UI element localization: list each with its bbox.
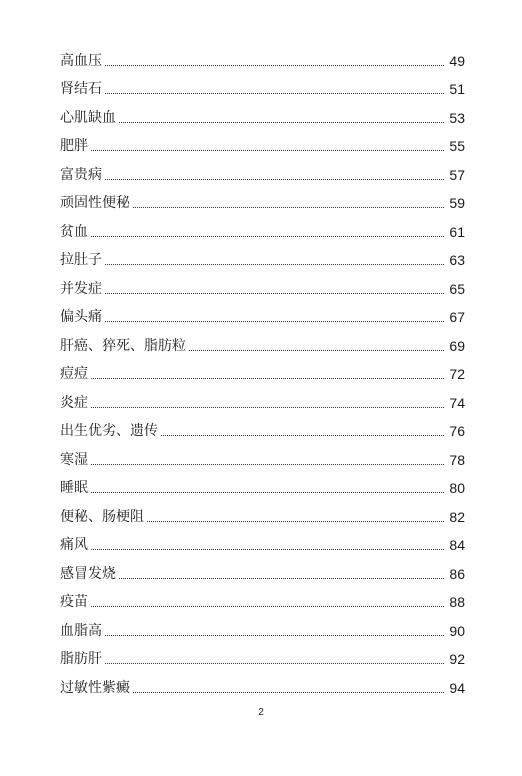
toc-entry-page: 78 xyxy=(449,451,465,468)
dot-leader xyxy=(105,293,444,294)
dot-leader xyxy=(105,93,444,94)
dot-leader xyxy=(105,635,444,636)
toc-entry-title: 高血压 xyxy=(60,52,102,69)
toc-entry[interactable] xyxy=(60,154,465,183)
toc-entry-title: 痛风 xyxy=(60,537,88,553)
dot-leader xyxy=(105,264,444,265)
toc-entry-page: 92 xyxy=(449,651,465,667)
toc-entry[interactable] xyxy=(60,354,465,383)
dot-leader xyxy=(105,179,444,180)
toc-entry-title: 并发症 xyxy=(60,280,102,297)
toc-entry-page: 63 xyxy=(449,252,465,268)
toc-entry-page: 86 xyxy=(449,565,465,582)
toc-entry-title: 拉肚子 xyxy=(60,252,102,268)
toc-entry[interactable] xyxy=(60,468,465,497)
dot-leader xyxy=(189,350,444,351)
toc-entry[interactable] xyxy=(60,382,465,411)
dot-leader xyxy=(119,578,444,579)
toc-entry-title: 心肌缺血 xyxy=(60,109,116,126)
toc-entry-page: 57 xyxy=(449,166,465,183)
toc-entry-title: 睡眠 xyxy=(60,480,88,496)
toc-entry[interactable] xyxy=(60,240,465,269)
toc-entry-page: 94 xyxy=(449,679,465,696)
toc-entry[interactable] xyxy=(60,97,465,126)
toc-entry-page: 88 xyxy=(449,594,465,610)
toc-entry-page: 55 xyxy=(449,138,465,154)
dot-leader xyxy=(91,492,444,493)
toc-entry[interactable] xyxy=(60,268,465,297)
toc-entry-title: 富贵病 xyxy=(60,166,102,183)
toc-entry-title: 脂肪肝 xyxy=(60,651,102,667)
toc-entry[interactable] xyxy=(60,610,465,639)
toc-entry-page: 65 xyxy=(449,280,465,297)
toc-entry[interactable] xyxy=(60,211,465,240)
toc-entry-page: 80 xyxy=(449,480,465,496)
table-of-contents xyxy=(60,40,465,696)
toc-entry[interactable] xyxy=(60,325,465,354)
toc-entry-page: 69 xyxy=(449,337,465,354)
toc-entry-title: 肝癌、猝死、脂肪粒 xyxy=(60,337,186,354)
toc-entry-page: 59 xyxy=(449,195,465,211)
toc-entry[interactable] xyxy=(60,439,465,468)
toc-entry-page: 84 xyxy=(449,537,465,553)
toc-entry-title: 过敏性紫癜 xyxy=(60,679,130,696)
toc-entry-page: 74 xyxy=(449,394,465,411)
dot-leader xyxy=(91,150,444,151)
toc-entry-page: 53 xyxy=(449,109,465,126)
dot-leader xyxy=(105,65,444,66)
toc-entry-page: 76 xyxy=(449,423,465,439)
dot-leader xyxy=(91,606,444,607)
toc-entry-title: 疫苗 xyxy=(60,594,88,610)
toc-entry-page: 49 xyxy=(449,52,465,69)
toc-entry-page: 90 xyxy=(449,622,465,639)
toc-entry-title: 贫血 xyxy=(60,223,88,240)
dot-leader xyxy=(133,207,444,208)
dot-leader xyxy=(133,692,444,693)
toc-entry-page: 82 xyxy=(449,508,465,525)
dot-leader xyxy=(91,236,444,237)
toc-entry-page: 51 xyxy=(449,81,465,97)
toc-entry[interactable] xyxy=(60,496,465,525)
dot-leader xyxy=(105,321,444,322)
toc-entry[interactable] xyxy=(60,183,465,212)
dot-leader xyxy=(147,521,444,522)
dot-leader xyxy=(91,549,444,550)
toc-entry-title: 便秘、肠梗阻 xyxy=(60,508,144,525)
toc-entry-title: 肥胖 xyxy=(60,138,88,154)
toc-entry[interactable] xyxy=(60,667,465,696)
toc-entry-title: 痘痘 xyxy=(60,366,88,382)
toc-entry[interactable] xyxy=(60,553,465,582)
toc-entry-title: 顽固性便秘 xyxy=(60,195,130,211)
toc-entry[interactable] xyxy=(60,525,465,554)
toc-entry[interactable] xyxy=(60,411,465,440)
dot-leader xyxy=(91,378,444,379)
toc-entry[interactable] xyxy=(60,40,465,69)
toc-entry-page: 72 xyxy=(449,366,465,382)
toc-entry[interactable] xyxy=(60,639,465,668)
toc-entry-title: 血脂高 xyxy=(60,622,102,639)
toc-entry-title: 偏头痛 xyxy=(60,309,102,325)
toc-entry[interactable] xyxy=(60,126,465,155)
toc-entry[interactable] xyxy=(60,69,465,98)
toc-entry-page: 67 xyxy=(449,309,465,325)
dot-leader xyxy=(91,407,444,408)
toc-entry-title: 寒湿 xyxy=(60,451,88,468)
page-number: 2 xyxy=(258,707,264,718)
dot-leader xyxy=(105,663,444,664)
toc-entry-title: 出生优劣、遗传 xyxy=(60,423,158,439)
toc-entry-title: 肾结石 xyxy=(60,81,102,97)
toc-entry[interactable] xyxy=(60,297,465,326)
toc-entry-title: 感冒发烧 xyxy=(60,565,116,582)
dot-leader xyxy=(119,122,444,123)
toc-entry[interactable] xyxy=(60,582,465,611)
toc-entry-page: 61 xyxy=(449,223,465,240)
dot-leader xyxy=(161,435,444,436)
toc-entry-title: 炎症 xyxy=(60,394,88,411)
dot-leader xyxy=(91,464,444,465)
